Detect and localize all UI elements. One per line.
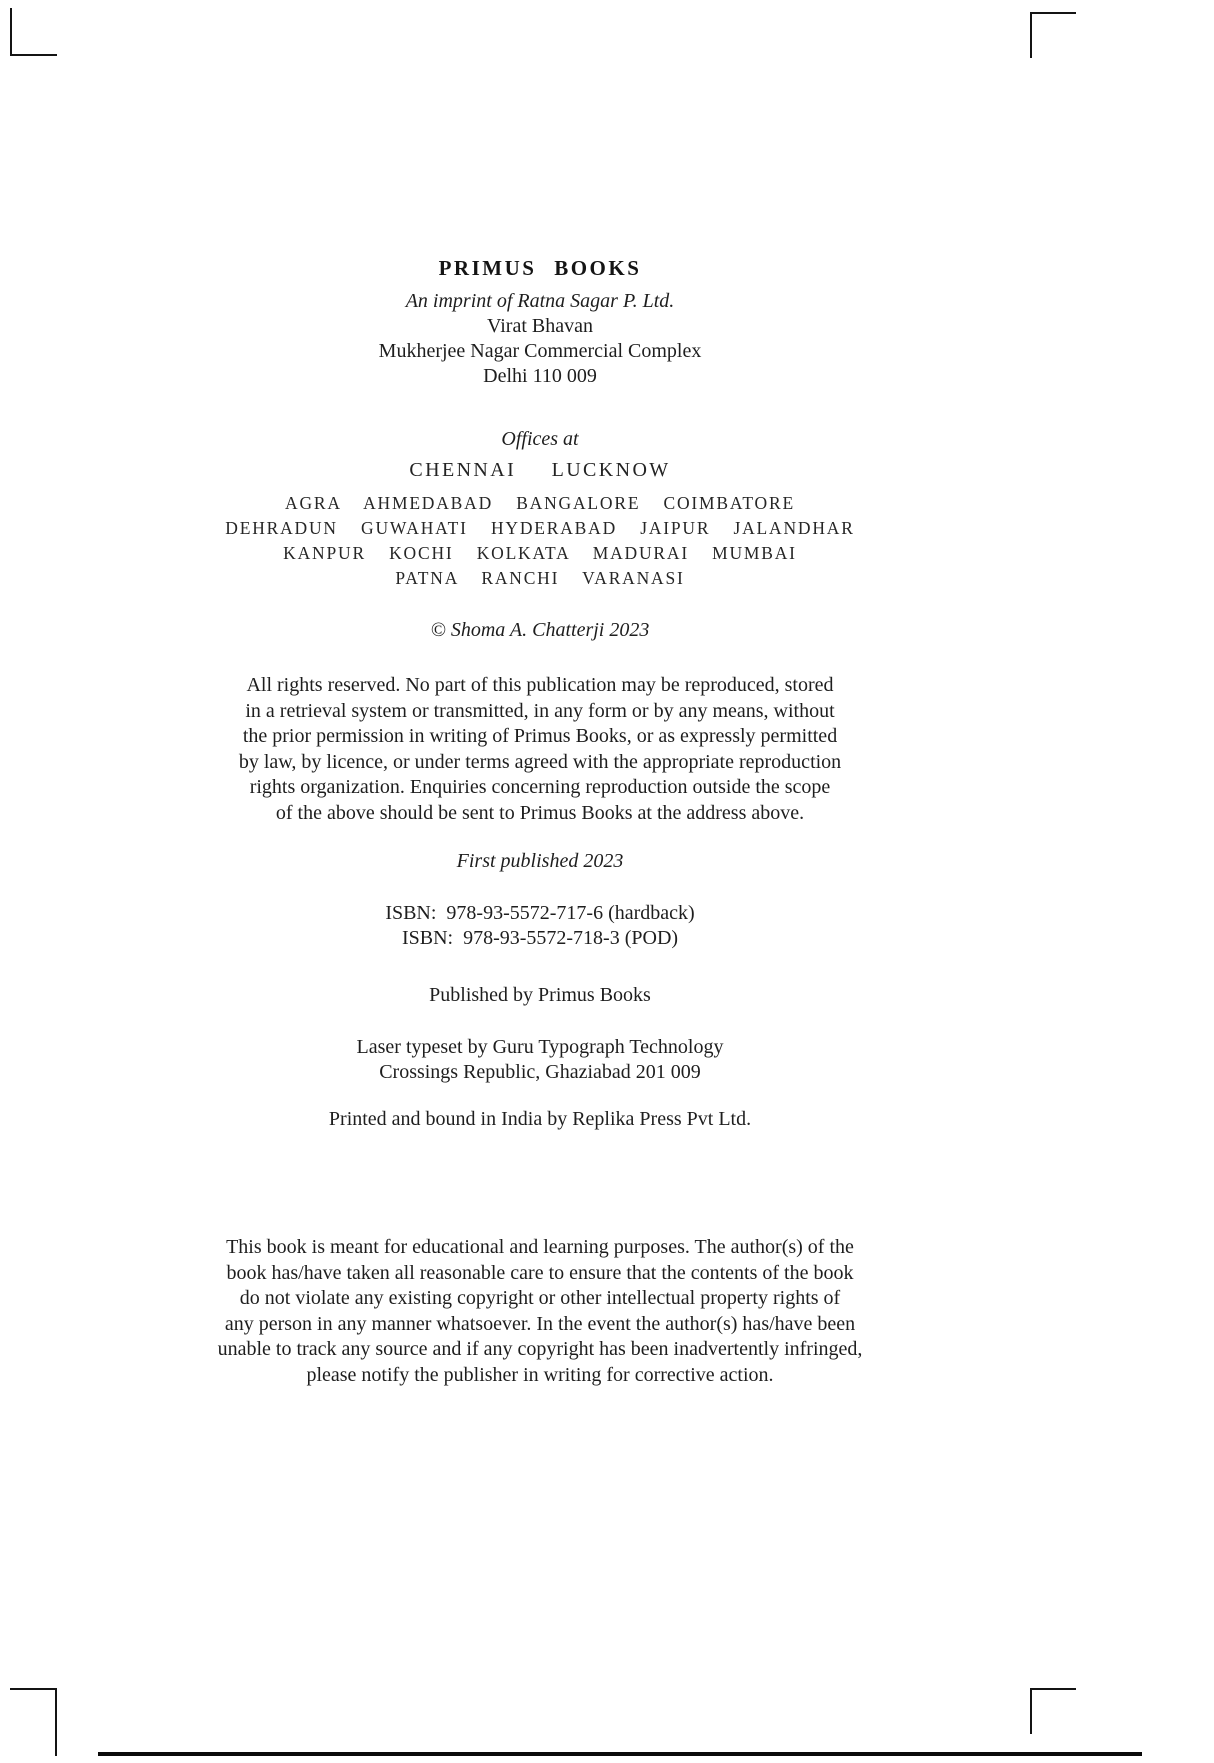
isbn-line: ISBN: 978-93-5572-718-3 (POD) [401, 927, 679, 949]
disclaimer-line: do not violate any existing copyright or other intellectual property rights of [239, 1287, 841, 1309]
typesetting-block [0, 1035, 1080, 1085]
rights-notice-paragraph [0, 673, 1080, 826]
disclaimer-line: any person in any manner whatsoever. In the event the author(s) has/have been [224, 1312, 856, 1335]
publisher-address-line: Delhi 110 009 [483, 365, 597, 387]
copyright-line: © Shoma A. Chatterji 2023 [430, 619, 650, 641]
publisher-name: PRIMUS BOOKS [438, 256, 642, 280]
disclaimer-line: please notify the publisher in writing for corrective action. [306, 1363, 774, 1386]
typeset-line: Crossings Republic, Ghaziabad 201 009 [379, 1061, 701, 1083]
crop-mark-bottom-right [1030, 1688, 1076, 1734]
rights-notice-line: of the above should be sent to Primus Books at the address above. [275, 801, 805, 824]
printing-line: Printed and bound in India by Replika Press Pvt Ltd. [328, 1108, 752, 1130]
typeset-line: Laser typeset by Guru Typograph Technology [356, 1036, 724, 1058]
rights-notice-line: All rights reserved. No part of this publication may be reproduced, stored [246, 674, 834, 696]
publisher-address-line: Mukherjee Nagar Commercial Complex [378, 340, 702, 362]
crop-mark-bottom-left [10, 1688, 57, 1756]
published-by-line: Published by Primus Books [429, 984, 651, 1006]
offices-heading: Offices at [501, 428, 579, 450]
publisher-imprint: An imprint of Ratna Sagar P. Ltd. [405, 290, 675, 312]
offices-city-line: AGRA AHMEDABAD BANGALORE COIMBATORE [285, 493, 795, 513]
isbn-block [0, 901, 1080, 951]
disclaimer-line: book has/have taken all reasonable care to ensure that the contents of the book [226, 1261, 854, 1284]
page-bottom-rule [98, 1752, 1142, 1756]
rights-notice-line: rights organization. Enquiries concerning reproduction outside the scope [249, 776, 831, 798]
disclaimer-paragraph [0, 1235, 1080, 1388]
disclaimer-line: This book is meant for educational and learning purposes. The author(s) of the [226, 1236, 854, 1258]
disclaimer-line: unable to track any source and if any copyright has been inadvertently infringed, [217, 1338, 863, 1360]
publisher-address-line: Virat Bhavan [487, 315, 593, 337]
offices-city-line: DEHRADUN GUWAHATI HYDERABAD JAIPUR JALANDHAR [225, 518, 855, 538]
edition-line: First published 2023 [456, 850, 624, 872]
offices-city-line: PATNA RANCHI VARANASI [395, 568, 685, 588]
rights-notice-line: the prior permission in writing of Primus Books, or as expressly permitted [242, 725, 838, 747]
isbn-line: ISBN: 978-93-5572-717-6 (hardback) [385, 902, 695, 924]
rights-notice-line: in a retrieval system or transmitted, in any form or by any means, without [245, 699, 835, 722]
offices-primary-cities: CHENNAI LUCKNOW [409, 459, 671, 481]
offices-city-line: KANPUR KOCHI KOLKATA MADURAI MUMBAI [283, 543, 797, 563]
rights-notice-line: by law, by licence, or under terms agreed with the appropriate reproduction [238, 750, 842, 773]
